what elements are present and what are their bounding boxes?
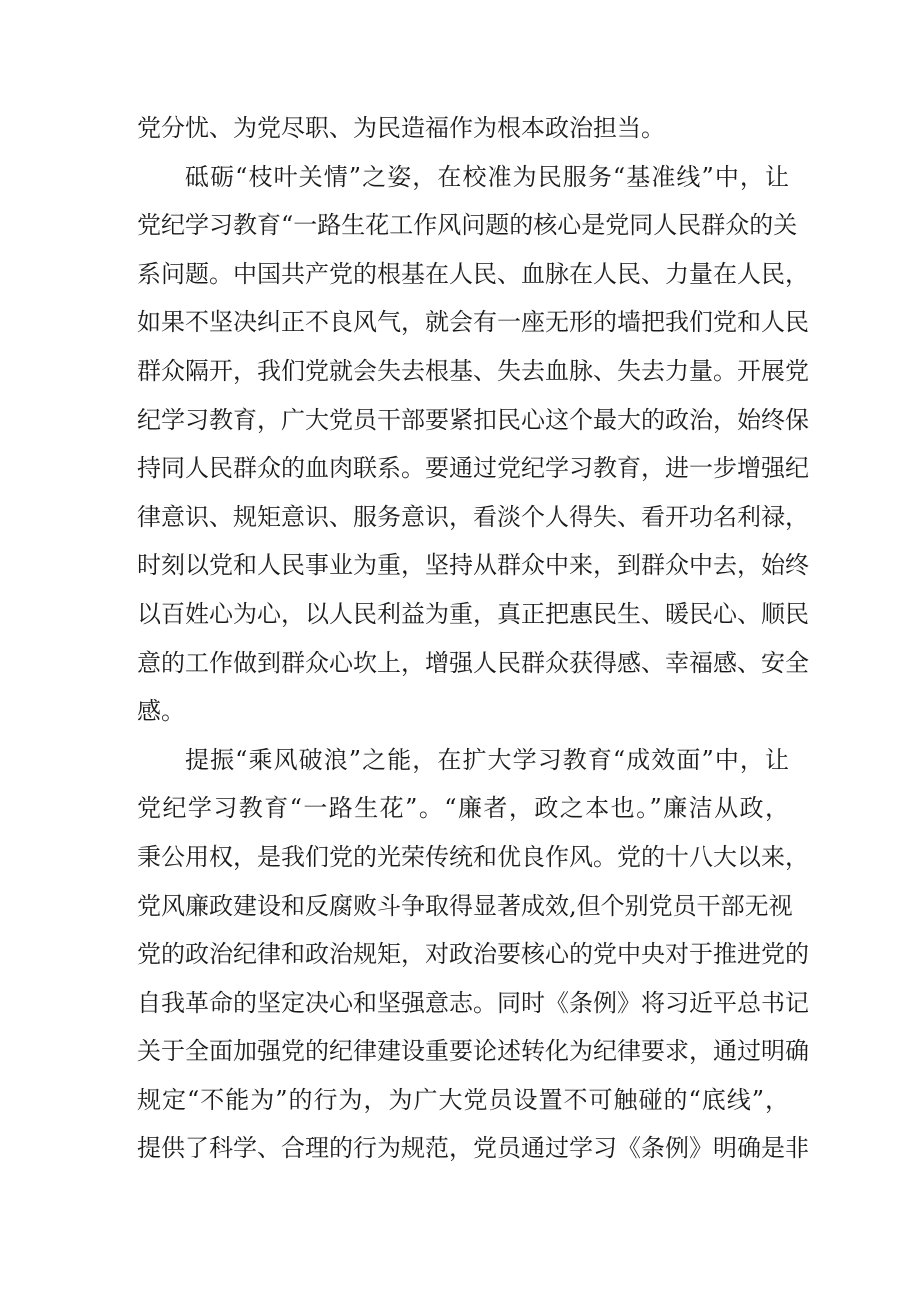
text-line: 党风廉政建设和反腐败斗争取得显著成效,但个别党员干部无视 [137, 891, 793, 920]
text-line: 意的工作做到群众心坎上，增强人民群众获得感、幸福感、安全 [137, 648, 809, 677]
text-line: 感。 [137, 697, 185, 726]
paragraph-first-line: 提振“乘风破浪”之能，在扩大学习教育“成效面”中，让 [185, 745, 789, 774]
text-line: 党纪学习教育“一路生花工作风问题的核心是党同人民群众的关 [137, 211, 798, 240]
text-line: 律意识、规矩意识、服务意识，看淡个人得失、看开功名利禄， [137, 502, 809, 531]
text-line: 党纪学习教育“一路生花”。“廉者，政之本也。”廉洁从政， [137, 794, 789, 823]
text-line: 持同人民群众的血肉联系。要通过党纪学习教育，进一步增强纪 [137, 454, 809, 483]
text-line: 党的政治纪律和政治规矩，对政治要核心的党中央对于推进党的 [137, 940, 809, 969]
text-line: 纪学习教育，广大党员干部要紧扣民心这个最大的政治，始终保 [137, 405, 809, 434]
text-line: 提供了科学、合理的行为规范，党员通过学习《条例》明确是非 [137, 1134, 809, 1163]
text-line: 以百姓心为心，以人民利益为重，真正把惠民生、暖民心、顺民 [137, 599, 809, 628]
paragraph-first-line: 砥砺“枝叶关情”之姿，在校准为民服务“基准线”中，让 [185, 162, 789, 191]
text-line: 时刻以党和人民事业为重，坚持从群众中来，到群众中去，始终 [137, 551, 809, 580]
text-line: 系问题。中国共产党的根基在人民、血脉在人民、力量在人民， [137, 259, 809, 288]
body-text [137, 104, 809, 1173]
text-line: 关于全面加强党的纪律建设重要论述转化为纪律要求，通过明确 [137, 1037, 809, 1066]
text-line: 如果不坚决纠正不良风气，就会有一座无形的墙把我们党和人民 [137, 308, 809, 337]
text-line: 党分忧、为党尽职、为民造福作为根本政治担当。 [137, 114, 665, 142]
text-line: 群众隔开，我们党就会失去根基、失去血脉、失去力量。开展党 [137, 356, 809, 385]
text-line: 规定“不能为”的行为，为广大党员设置不可触碰的“底线”， [137, 1085, 789, 1114]
text-line: 自我革命的坚定决心和坚强意志。同时《条例》将习近平总书记 [137, 988, 809, 1017]
text-line: 秉公用权，是我们党的光荣传统和优良作风。党的十八大以来， [137, 842, 809, 871]
